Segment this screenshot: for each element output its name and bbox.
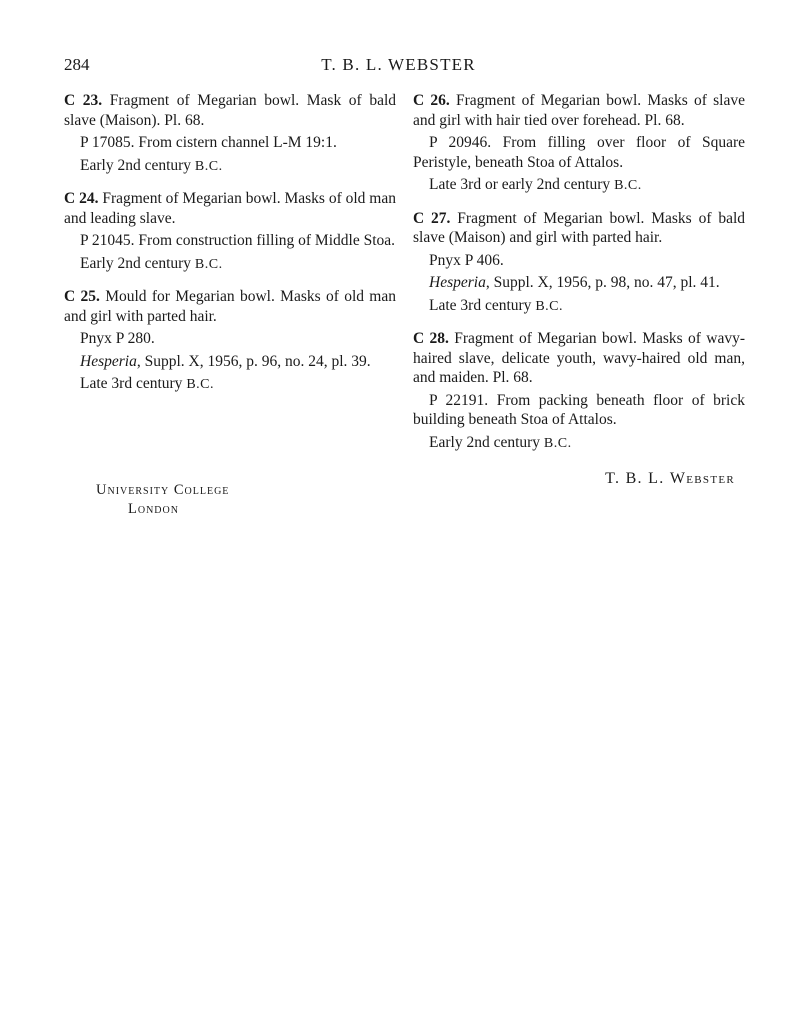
- entry-description: Fragment of Megarian bowl. Mask of bald slave (Maison). Pl. 68.: [64, 92, 396, 129]
- entry-description: Fragment of Megarian bowl. Masks of slave and girl with hair tied over forehead. Pl. 68.: [413, 92, 745, 129]
- entry-inventory: Pnyx P 406.: [429, 251, 504, 269]
- entry-reference: [64, 352, 396, 372]
- entry-description: Fragment of Megarian bowl. Masks of old man and leading slave.: [64, 190, 396, 227]
- entry-bc: B.C.: [614, 178, 642, 193]
- catalog-entry-c24: [64, 189, 396, 274]
- entry-description: Fragment of Megarian bowl. Masks of wavy-haired slave, delicate youth, wavy-haired old man, and maiden. Pl. 68.: [413, 330, 746, 386]
- entry-number: C 28.: [413, 330, 449, 347]
- entry-description: Mould for Megarian bowl. Masks of old man and girl with parted hair.: [64, 288, 396, 325]
- entry-bc: B.C.: [543, 435, 572, 451]
- entry-bc: B.C.: [194, 256, 223, 272]
- catalog-entry-c26: [413, 91, 745, 196]
- entry-number: C 25.: [64, 288, 100, 305]
- journal-title: Hesperia: [429, 274, 486, 291]
- entry-inventory: P 17085. From cistern channel L-M 19:1.: [80, 134, 337, 151]
- right-column: [413, 91, 745, 489]
- catalog-entry-c23: [64, 91, 396, 176]
- entry-number: C 24.: [64, 190, 99, 207]
- catalog-entry-c28: [413, 329, 745, 453]
- reference-details: , Suppl. X, 1956, p. 96, no. 24, pl. 39.: [136, 352, 371, 370]
- entry-number: C 26.: [413, 92, 450, 109]
- entry-reference: [413, 273, 745, 293]
- page-number: 284: [64, 55, 90, 74]
- entry-inventory: P 20946. From filling over floor of Square Peristyle, beneath Stoa of Attalos.: [413, 134, 745, 171]
- catalog-entry-c27: [413, 209, 745, 317]
- entry-description: Fragment of Megarian bowl. Masks of bald slave (Maison) and girl with parted hair.: [413, 209, 746, 246]
- reference-details: , Suppl. X, 1956, p. 98, no. 47, pl. 41.: [485, 274, 720, 291]
- entry-inventory: Pnyx P 280.: [80, 330, 155, 347]
- entry-bc: B.C.: [194, 158, 223, 174]
- journal-title: Hesperia: [80, 352, 137, 370]
- affiliation-line-2: London: [128, 501, 179, 517]
- running-head: T. B. L. WEBSTER: [321, 55, 476, 74]
- entry-bc: B.C.: [186, 377, 214, 392]
- entry-date: Late 3rd century: [429, 296, 532, 314]
- entry-date: Late 3rd or early 2nd century: [429, 176, 611, 193]
- author-affiliation: [96, 481, 229, 519]
- entry-number: C 23.: [64, 92, 103, 109]
- entry-date: Early 2nd century: [80, 254, 192, 272]
- entry-number: C 27.: [413, 209, 451, 227]
- entry-date: Early 2nd century: [80, 156, 192, 174]
- affiliation-line-1: University College: [96, 482, 230, 498]
- entry-inventory: P 22191. From packing beneath floor of brick building beneath Stoa of Attalos.: [413, 391, 745, 428]
- author-initials: T. B. L.: [605, 470, 665, 487]
- entry-bc: B.C.: [535, 298, 563, 314]
- catalog-entry-c25: [64, 287, 396, 395]
- entry-date: Early 2nd century: [429, 433, 541, 451]
- author-surname: Webster: [669, 470, 735, 487]
- author-signature: [413, 469, 745, 489]
- entry-date: Late 3rd century: [80, 375, 183, 392]
- entry-inventory: P 21045. From construction filling of Middle Stoa.: [80, 232, 396, 249]
- left-column: [64, 91, 396, 408]
